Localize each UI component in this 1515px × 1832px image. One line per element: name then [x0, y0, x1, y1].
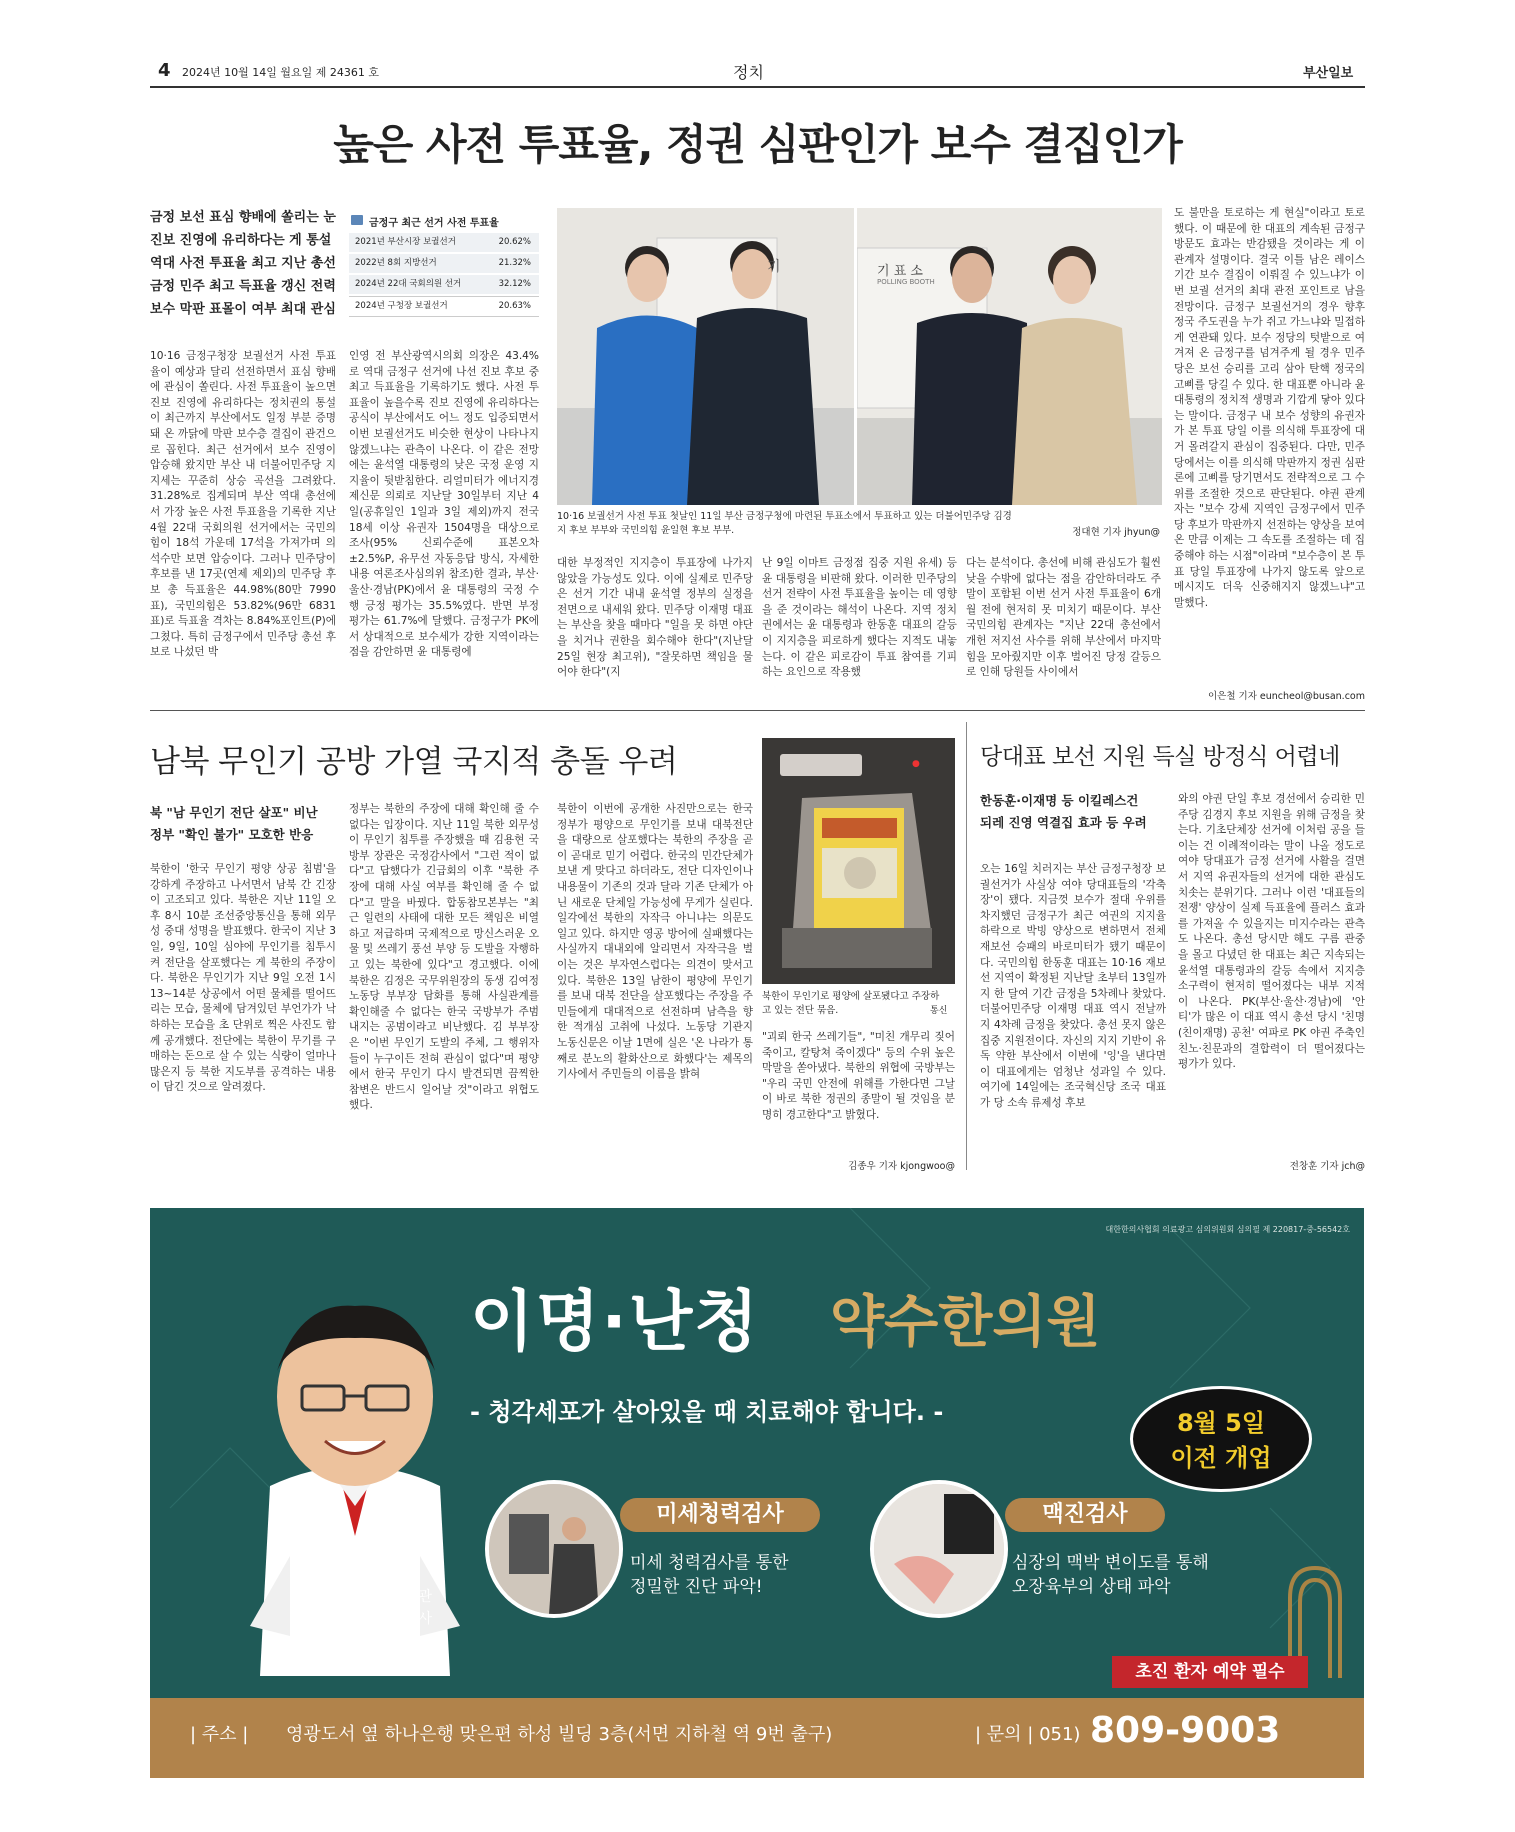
main-column-4: 난 9일 이마트 금정점 집중 지원 유세) 등 윤 대통령을 비판해 왔다. 이러한 민주당의 선거 전략이 사전 투표율을 높이는 데 영향을 준 것이라는 해석이 나온다. 지역 정치권에서는 윤 대통령과 한동훈 대표의 갈등이 지지층을 피로하게 했다는 지적도 내놓는다. 이 같은 피로감이 투표 참여를 기피하는 요인으로 작용했: [762, 557, 957, 679]
deck-line: 보수 막판 표몰이 여부 최대 관심: [150, 302, 336, 317]
turnout-table-title: 금정구 최근 선거 사전 투표율: [349, 210, 539, 233]
service2-title: 맥진검사: [1005, 1498, 1165, 1532]
phone-label: | 문의 | 051): [975, 1724, 1081, 1745]
newspaper-name: 부산일보: [1303, 66, 1354, 81]
opening-text: 이전 개업: [1170, 1444, 1272, 1472]
opening-date: 8월 5일: [1176, 1409, 1266, 1437]
service1-desc-line1: 미세 청력검사를 통한: [630, 1553, 789, 1573]
deck-line: 북 "남 무인기 전단 살포" 비난: [150, 805, 318, 820]
table-row: 2022년 8회 지방선거 21.32%: [349, 254, 539, 273]
hearing-test-photo: [485, 1480, 623, 1618]
section-title: 정치: [733, 63, 764, 82]
deck-line: 금정 보선 표심 향배에 쏠리는 눈: [150, 210, 336, 225]
deck-line: 진보 진영에 유리하다는 게 통설: [150, 233, 332, 248]
ad-approval-notice: 대한한의사협회 의료광고 심의위원회 심의필 제 220817-중-56542호: [1105, 1225, 1350, 1234]
story2-column-2: 정부는 북한의 주장에 대해 확인해 줄 수 없다는 입장이다. 지난 11일 북한 외무성이 무인기 침투를 주장했을 때 김용현 국방부 장관은 국정감사에서 "그런 적이 없다"고 답했다가 긴급회의 이후 "북한 주장에 대해 사실 여부를 확인해 줄 수 없다"고 말을 바꿨다. 합동참모본부는 "최근 일련의 사태에 대한 모든 책임은 비열하고 저급하며 국제적으로 망신스러운 오물 및 쓰레기 풍선 부양 등 도발을 자행하고 있는 북한에 있다"고 경고했다. 이에 북한은 김정은 국무위원장의 동생 김여정 노동당 부부장 담화를 통해 사실관계를 확인해줄 수 없다는 한국 국방부가 주범 내지는 공범이라고 비난했다. 김 부부장은 "이번 무인기 도발의 주체, 그 행위자들이 누구이든 전혀 관심이 없다"며 평양에서 한국 무인기 다시 발견되면 끔찍한 참변은 반드시 일어날 것"이라고 위협도 했다.: [349, 803, 539, 1112]
service2-desc-line1: 심장의 맥박 변이도를 통해: [1012, 1553, 1209, 1573]
main-column-6: 도 불만을 토로하는 게 현실"이라고 토로했다. 이 때문에 한 대표의 계속된 금정구 방문도 효과는 반감됐을 것이라는 게 이 관계자 설명이다. 결국 이틀 남은 레이스 기간 보수 결집이 이뤄질 수 있느냐가 이번 보궐 선거의 최대 관전 포인트로 남을 전망이다. 금정구 보궐선거의 경우 향후 정국 주도권을 누가 쥐고 가느냐와 밀접하게 연관돼 있다. 보수 정당의 텃밭으로 여겨져 온 금정구를 넘겨주게 될 경우 민주당은 보선 승리를 고리 삼아 탄핵 정국의 고삐를 당길 수 있다. 한 대표뿐 아니라 윤 대통령의 정치적 생명과 기깝게 닿아 있다는 말이다. 금정구 내 보수 성향의 유권자가 본 투표 당일 이를 의식해 투표장에 대거 몰려갈지 관심이 집중된다. 다만, 민주당에서는 이를 의식해 막판까지 정권 심판론에 고삐를 당기면서도 전략적으로 그 수위를 조절한 것으로 판단된다. 야권 관계자는 "보수 강세 지역인 금정구에서 민주당 후보가 막판까지 선전하는 양상을 보여 온 만큼 이제는 그 속도를 조절하는 데 집중해야 하는 시점"이라며 "보수층이 본 투표 당일 투표장에 나가지 않도록 앞으로 메시지도 더욱 신중해지지 않겠느냐"고 말했다.: [1174, 207, 1365, 609]
story3-column-1: 오는 16일 치러지는 부산 금정구청장 보궐선거가 사실상 여야 당대표들의 '각축장'이 됐다. 지금껏 보수가 절대 우위를 차지했던 금정구가 최근 여권의 지지율 하락으로 박빙 양상으로 변하면서 전체 재보선 승패의 바로미터가 됐기 때문이다. 국민의힘 한동훈 대표는 10·16 재보선 지역이 확정된 지난달 초부터 13일까지 한 달여 기간 금정을 5차례나 찾았다. 더불어민주당 이재명 대표 역시 전날까지 4차례 금정을 찾았다. 총선 못지 않은 집중 지원전이다. 자신의 지지 기반이 유독 약한 부산에서 이번에 '잉'을 낸다면 이 대표에게는 엄청난 성과일 수 있다. 여기에 14일에는 조국혁신당 조국 대표가 당 소속 류제성 후보: [980, 863, 1166, 1109]
leaflet-photo-caption: 북한이 무인기로 평양에 살포됐다고 주장하고 있는 전단 묶음.: [762, 991, 940, 1016]
service1-title: 미세청력검사: [620, 1498, 820, 1532]
issue-date: 2024년 10월 14일 월요일 제 24361 호: [182, 66, 379, 79]
table-row: 2024년 22대 국회의원 선거 32.12%: [349, 275, 539, 294]
story2-column-4: "괴뢰 한국 쓰레기들", "미친 개무리 짖어 죽이고, 칼탕쳐 죽이겠다" 등의 수위 높은 막말을 쏟아냈다. 북한의 위협에 국방부는 "우리 국민 안전에 위해를 가한다면 그날이 바로 북한 정권의 종말이 될 것임을 분명히 경고한다"고 밝혔다.: [762, 1031, 955, 1121]
voting-photo-left: [557, 208, 854, 505]
ad-tagline: - 청각세포가 살아있을 때 치료해야 합니다. -: [470, 1398, 944, 1426]
table-row: 2021년 부산시장 보궐선거 20.62%: [349, 233, 539, 252]
clinic-advertisement: [150, 1208, 1364, 1778]
main-byline: 이은철 기자 euncheol@busan.com: [1207, 691, 1365, 702]
voting-photo-right: [857, 208, 1162, 505]
address-text: 영광도서 옆 하나은행 맞은편 하성 빌딩 3층(서면 지하철 역 9번 출구): [286, 1724, 833, 1745]
main-deck: [150, 206, 336, 321]
doctor-caricature-icon: [230, 1276, 480, 1676]
turnout-table: [349, 210, 539, 319]
deck-line: 역대 사전 투표율 최고 지난 총선: [150, 256, 336, 271]
ballot-box-icon: [351, 215, 363, 225]
booth-sign-sub: POLLING BOOTH: [877, 278, 935, 286]
main-headline: 높은 사전 투표율, 정권 심판인가 보수 결집인가: [333, 120, 1182, 169]
table-row: 2024년 구청장 보궐선거 20.63%: [349, 296, 539, 317]
story3-deck: [980, 790, 1166, 834]
deck-line: 한동훈·이재명 등 이킬레스건: [980, 793, 1139, 808]
pulse-test-photo: [870, 1480, 1008, 1618]
opening-badge: [1130, 1386, 1312, 1492]
address-bar: [150, 1698, 1364, 1778]
deck-line: 금정 민주 최고 득표율 갱신 전력: [150, 279, 336, 294]
story2-byline: 김종우 기자 kjongwoo@: [848, 1161, 955, 1172]
ad-main-title: 이명·난청: [470, 1283, 761, 1360]
photo-caption: 10·16 보궐선거 사전 투표 첫날인 11일 부산 금정구청에 마련된 투표소에서 투표하고 있는 더불어민주당 김경지 후보 부부와 국민의힘 윤일현 후보 부부.: [557, 511, 1012, 536]
leaflet-photo: [762, 738, 955, 984]
doctor-degree: 한의학 박사: [360, 1611, 433, 1627]
deck-line: 되레 진영 역결집 효과 등 우려: [980, 815, 1147, 830]
booth-sign: 기: [767, 259, 781, 275]
svg-text:●: ●: [912, 759, 920, 769]
reservation-banner: 초진 환자 예약 필수: [1112, 1656, 1308, 1688]
doctor-name: 원장 김동관: [360, 1589, 433, 1605]
phone-number: 809-9003: [1090, 1710, 1281, 1751]
page-number: 4: [158, 60, 171, 81]
story2-column-3: 북한이 이번에 공개한 사진만으로는 한국 정부가 평양으로 무인기를 보내 대북전단을 대량으로 살포했다는 북한의 주장을 곧이 곧대로 믿기 어렵다. 한국의 민간단체가 보낸 게 맞다고 하더라도, 전단 디자인이나 내용물이 기존의 것과 달라 기존 단체가 아닌 새로운 단체일 가능성에 무게가 실린다. 일각에선 북한의 자작극 아니냐는 의문도 일고 있다. 하지만 영공 방어에 실패했다는 사실까지 대내외에 알리면서 자작극을 벌이는 것은 부자연스럽다는 의견이 맞서고 있다. 북한은 13일 남한이 평양에 무인기를 보내 대북 전단을 살포했다는 주장을 주민들에게 대대적으로 선전하며 남측을 향한 적개심 고취에 나섰다. 노동당 기관지 노동신문은 이날 1면에 실은 '온 나라가 통째로 분노의 활화산으로 화했다'는 제목의 기사에서 주민들의 이름을 밝혀: [557, 803, 753, 1081]
booth-sign: 기 표 소: [877, 264, 923, 279]
section-divider: [150, 710, 1365, 711]
service2-desc-line2: 오장육부의 상태 파악: [1012, 1577, 1171, 1597]
header-rule: [150, 86, 1365, 88]
story2-headline: 남북 무인기 공방 가열 국지적 충돌 우려: [150, 744, 678, 780]
story3-headline: 당대표 보선 지원 득실 방정식 어렵네: [980, 744, 1340, 770]
column-divider: [966, 722, 967, 1170]
story3-column-2: 와의 야권 단일 후보 경선에서 승리한 민주당 김경지 후보 지원을 위해 금정을 찾는다. 기초단체장 선거에 이처럼 공을 들이는 건 이례적이라는 말이 나올 정도로 여야 당대표가 금정 선거에 사활을 걸면서 지역 유권자들의 선거에 대한 관심도 치솟는 분위기다. 그러나 이런 '대표들의 전쟁' 양상이 실제 득표율에 플러스 효과를 가져올 수 있을지는 미지수라는 관측도 나온다. 총선 당시만 해도 구름 관중을 몰고 다녔던 한 대표는 최근 지속되는 윤석열 대통령과의 갈등 속에서 지지층 소구력이 현저히 떨어졌다는 내부 지적이 나온다. PK(부산·울산·경남)에 '안티'가 많은 이 대표 역시 총선 당시 '친명(친이재명) 공천' 여파로 PK 야권 주축인 친노·친문과의 결합력이 더 떨어졌다는 평가가 있다.: [1178, 793, 1365, 1071]
story2-column-1: 북한이 '한국 무인기 평양 상공 침범'을 강하게 주장하고 나서면서 남북 간 긴장이 고조되고 있다. 북한은 지난 11일 오후 8시 10분 조선중앙통신을 통해 외무성 중대 성명을 발표했다. 한국이 지난 3일, 9일, 10일 심야에 무인기를 침투시켜 전단을 살포했다는 게 북한의 주장이다. 북한은 무인기가 지난 9일 오전 1시 13~14분 상공에서 어떤 물체를 떨어뜨리는 모습, 물체에 담겨있던 부언가가 낙하하는 모습을 초 단위로 찍은 사진도 함께 공개했다. 전단에는 북한이 무기를 구매하는 돈으로 살 수 있는 식량이 얼마나 많은지 등 북한 지도부를 공격하는 내용이 담긴 것으로 알려졌다.: [150, 863, 336, 1094]
leaflet-photo-credit: 통신: [930, 1006, 948, 1016]
photo-credit: 정대현 기자 jhyun@: [1072, 527, 1160, 538]
service1-desc-line2: 정밀한 진단 파악!: [630, 1577, 763, 1597]
clinic-name: 약수한의원: [830, 1290, 1101, 1355]
deck-line: 정부 "확인 불가" 모호한 반응: [150, 827, 314, 842]
story2-deck: [150, 802, 336, 846]
main-column-2: 인영 전 부산광역시의회 의장은 43.4%로 역대 금정구 선거에 나선 진보 후보 중 최고 득표율을 기록하기도 했다. 사전 투표율이 높을수록 진보 진영에 유리하다는 공식이 부산에서도 어느 정도 입증되면서 이번 보궐선거도 비슷한 현상이 나타나지 않겠느냐는 관측이 나온다. 이 같은 전망에는 윤석열 대통령의 낮은 국정 운영 지지율이 뒷받침한다. 리얼미터가 에너지경제신문 의뢰로 지난달 30일부터 지난 4일(공휴일인 1일과 3일 제외)까지 전국 18세 이상 유권자 1504명을 대상으로 조사(95% 신뢰수준에 표본오차 ±2.5%P, 유무선 자동응답 방식, 자세한 내용 여론조사심의위 참조)한 결과, 부산·울산·경남(PK)에서 윤 대통령의 국정 수행 긍정 평가는 35.5%였다. 반면 부정 평가는 61.7%에 달했다. 금정구가 PK에서 상대적으로 보수세가 강한 지역이라는 점을 감안하면 윤 대통령에: [349, 350, 539, 659]
main-column-3: 대한 부정적인 지지층이 투표장에 나가지 않았을 가능성도 있다. 이에 실제로 민주당은 선거 기간 내내 윤석열 정부의 실정을 전면으로 내세워 왔다. 민주당 이재명 대표는 부산을 찾을 때마다 "일을 못 하면 야단을 치거나 권한을 회수해야 한다"(지난달 25일 현장 최고위), "잘못하면 책임을 물어야 한다"(지: [557, 557, 753, 679]
story3-byline: 전창훈 기자 jch@: [1289, 1161, 1365, 1172]
main-column-1: 10·16 금정구청장 보궐선거 사전 투표율이 예상과 달리 선전하면서 표심 향배에 관심이 쏠린다. 사전 투표율이 높으면 진보 진영에 유리하다는 정치권의 통설이 최근까지 부산에서도 일정 부분 증명돼 온 까닭에 막판 보수층 결집이 관건으로 꼽힌다. 최근 선거에서 보수 진영이 압승해 왔지만 부산 내 더불어민주당 지지세는 꾸준히 상승 곡선을 그려왔다. 31.28%로 집계되며 부산 역대 총선에서 가장 높은 사전 투표율을 기록한 지난 4월 22대 국회의원 선거에서는 국민의힘이 18석 가운데 17석을 가져가며 의석수만 보면 압승이다. 그러나 민주당이 후보를 낸 17곳(연제 제외)의 민주당 후보 총 득표율은 44.98%(80만 7990표), 국민의힘은 53.82%(96만 6831표)로 득표율 격차는 8.84%포인트(P)에 그쳤다. 특히 금정구에서 민주당 총선 후보로 나섰던 박: [150, 350, 336, 659]
address-label: | 주소 |: [190, 1724, 249, 1745]
main-column-5: 다는 분석이다. 총선에 비해 관심도가 훨씬 낮을 수밖에 없다는 점을 감안하더라도 주말이 포함된 이번 선거 사전 투표율이 6개월 전에 현저히 못 미치기 때문이다. 부산 국민의힘 관계자는 "지난 22대 총선에서 개헌 저지선 사수를 위해 부산에서 마지막 힘을 모아줬지만 이후 벌어진 당정 갈등으로 인해 당원들 사이에서: [966, 557, 1161, 679]
